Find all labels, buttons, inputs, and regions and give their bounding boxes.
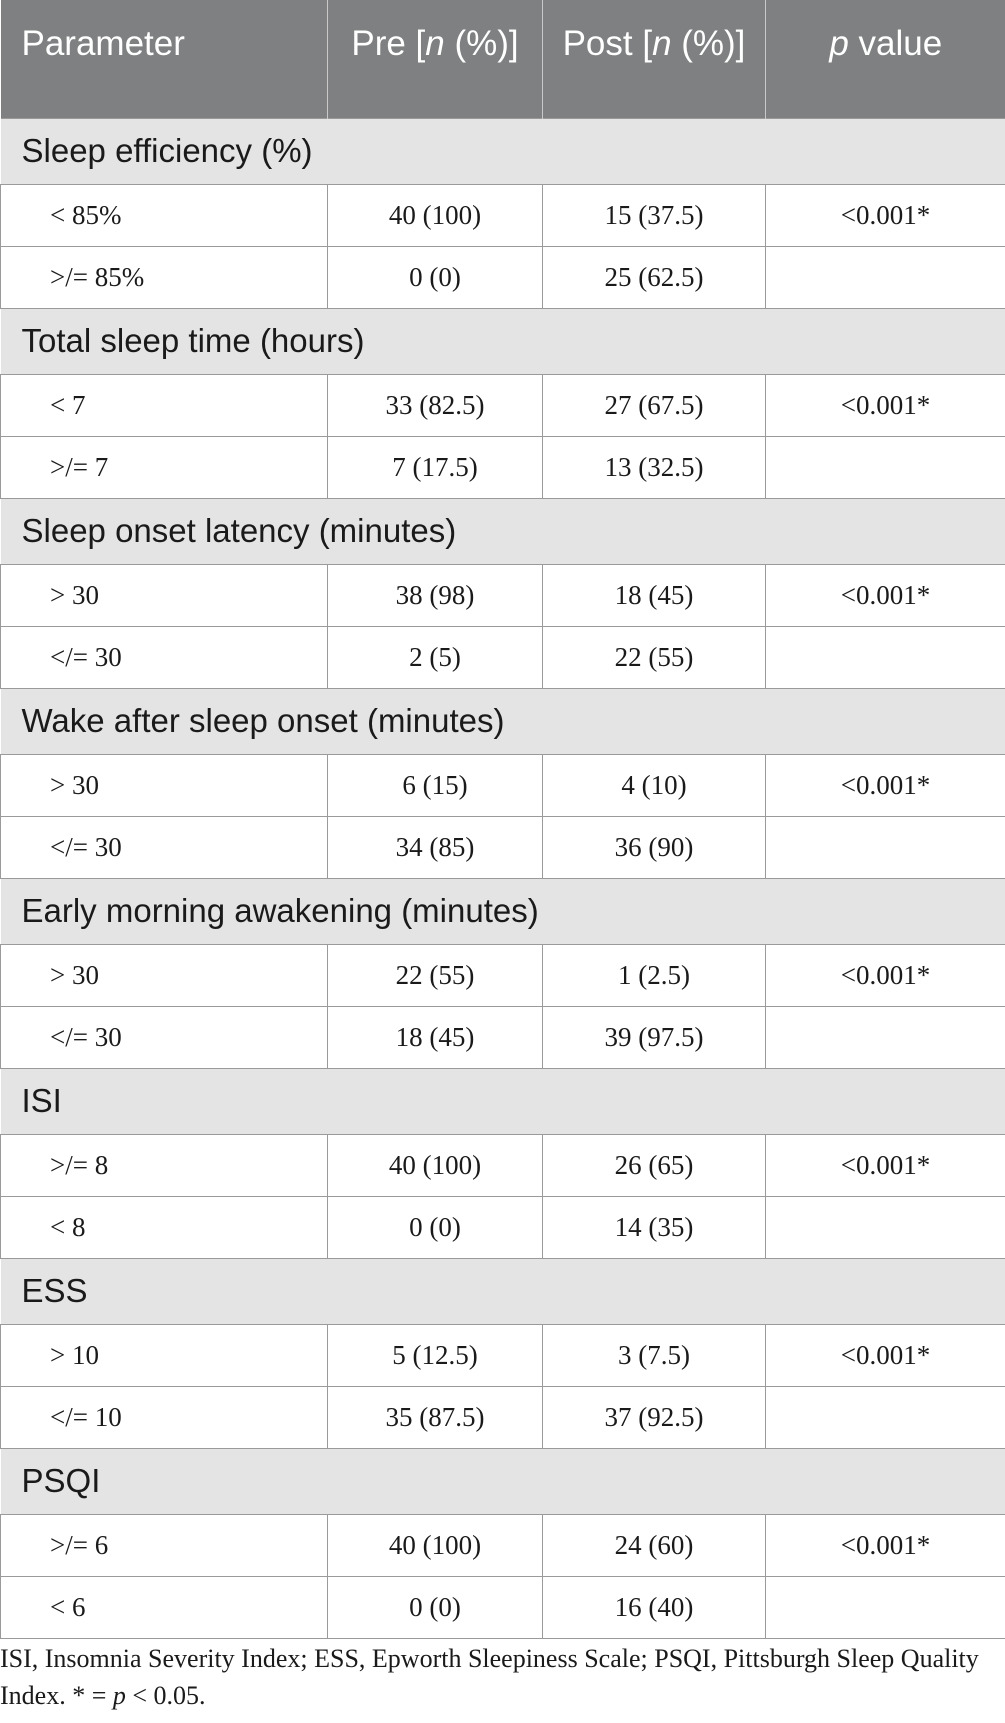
group-title: Sleep efficiency (%) <box>1 118 1005 184</box>
group-title: Wake after sleep onset (minutes) <box>1 688 1005 754</box>
p-value <box>766 1196 1005 1258</box>
group-title: ESS <box>1 1258 1005 1324</box>
post-value: 15 (37.5) <box>543 184 766 246</box>
pre-value: 6 (15) <box>328 754 543 816</box>
table-row <box>1 816 1005 878</box>
table-row <box>1 246 1005 308</box>
row-label: >/= 85% <box>1 246 328 308</box>
post-value: 22 (55) <box>543 626 766 688</box>
p-value <box>766 246 1005 308</box>
p-value <box>766 1006 1005 1068</box>
pre-value: 18 (45) <box>328 1006 543 1068</box>
row-label: >/= 7 <box>1 436 328 498</box>
p-value <box>766 1386 1005 1448</box>
table-footnote: ISI, Insomnia Severity Index; ESS, Epworth Sleepiness Scale; PSQI, Pittsburgh Sleep Quality Index. * = p < 0.05. <box>0 1644 979 1710</box>
pre-value: 0 (0) <box>328 246 543 308</box>
group-title: Total sleep time (hours) <box>1 308 1005 374</box>
pre-value: 40 (100) <box>328 1514 543 1576</box>
table-row <box>1 564 1005 626</box>
table-row <box>1 184 1005 246</box>
table-row <box>1 626 1005 688</box>
pre-value: 2 (5) <box>328 626 543 688</box>
table-row <box>1 944 1005 1006</box>
group-row <box>1 688 1005 754</box>
group-row <box>1 878 1005 944</box>
post-value: 25 (62.5) <box>543 246 766 308</box>
post-value: 36 (90) <box>543 816 766 878</box>
p-value: <0.001* <box>766 1514 1005 1576</box>
post-value: 27 (67.5) <box>543 374 766 436</box>
pre-value: 33 (82.5) <box>328 374 543 436</box>
table-row <box>1 374 1005 436</box>
header-parameter: Parameter <box>1 0 328 118</box>
header-post: Post [n (%)] <box>543 0 766 118</box>
group-title: Early morning awakening (minutes) <box>1 878 1005 944</box>
p-value: <0.001* <box>766 1134 1005 1196</box>
pre-value: 5 (12.5) <box>328 1324 543 1386</box>
post-value: 24 (60) <box>543 1514 766 1576</box>
pre-value: 40 (100) <box>328 1134 543 1196</box>
table-row <box>1 1006 1005 1068</box>
post-value: 37 (92.5) <box>543 1386 766 1448</box>
p-value: <0.001* <box>766 754 1005 816</box>
row-label: > 10 <box>1 1324 328 1386</box>
p-value: <0.001* <box>766 374 1005 436</box>
group-row <box>1 1068 1005 1134</box>
pre-value: 40 (100) <box>328 184 543 246</box>
p-value <box>766 626 1005 688</box>
table-body <box>1 118 1005 1638</box>
table-row <box>1 1324 1005 1386</box>
post-value: 18 (45) <box>543 564 766 626</box>
p-value: <0.001* <box>766 944 1005 1006</box>
table-row <box>1 436 1005 498</box>
pre-value: 38 (98) <box>328 564 543 626</box>
table-row <box>1 1134 1005 1196</box>
pre-value: 34 (85) <box>328 816 543 878</box>
row-label: </= 30 <box>1 626 328 688</box>
post-value: 16 (40) <box>543 1576 766 1638</box>
p-value: <0.001* <box>766 564 1005 626</box>
pre-value: 7 (17.5) <box>328 436 543 498</box>
table-row <box>1 754 1005 816</box>
row-label: </= 30 <box>1 816 328 878</box>
group-title: PSQI <box>1 1448 1005 1514</box>
pre-value: 0 (0) <box>328 1196 543 1258</box>
post-value: 13 (32.5) <box>543 436 766 498</box>
row-label: < 7 <box>1 374 328 436</box>
p-value <box>766 816 1005 878</box>
group-row <box>1 1258 1005 1324</box>
group-title: ISI <box>1 1068 1005 1134</box>
group-title: Sleep onset latency (minutes) <box>1 498 1005 564</box>
post-value: 3 (7.5) <box>543 1324 766 1386</box>
post-value: 1 (2.5) <box>543 944 766 1006</box>
table-row <box>1 1196 1005 1258</box>
group-row <box>1 118 1005 184</box>
row-label: > 30 <box>1 944 328 1006</box>
table-header <box>1 0 1005 118</box>
row-label: < 6 <box>1 1576 328 1638</box>
post-value: 4 (10) <box>543 754 766 816</box>
row-label: > 30 <box>1 564 328 626</box>
table-row <box>1 1386 1005 1448</box>
header-pre: Pre [n (%)] <box>328 0 543 118</box>
p-value: <0.001* <box>766 1324 1005 1386</box>
row-label: >/= 6 <box>1 1514 328 1576</box>
post-value: 14 (35) <box>543 1196 766 1258</box>
p-value <box>766 436 1005 498</box>
pre-value: 0 (0) <box>328 1576 543 1638</box>
row-label: >/= 8 <box>1 1134 328 1196</box>
row-label: < 85% <box>1 184 328 246</box>
pre-value: 22 (55) <box>328 944 543 1006</box>
post-value: 39 (97.5) <box>543 1006 766 1068</box>
pre-value: 35 (87.5) <box>328 1386 543 1448</box>
group-row <box>1 308 1005 374</box>
row-label: < 8 <box>1 1196 328 1258</box>
group-row <box>1 498 1005 564</box>
group-row <box>1 1448 1005 1514</box>
table-row <box>1 1576 1005 1638</box>
p-value: <0.001* <box>766 184 1005 246</box>
post-value: 26 (65) <box>543 1134 766 1196</box>
row-label: </= 10 <box>1 1386 328 1448</box>
header-p-value: p value <box>766 0 1005 118</box>
row-label: </= 30 <box>1 1006 328 1068</box>
row-label: > 30 <box>1 754 328 816</box>
table-row <box>1 1514 1005 1576</box>
p-value <box>766 1576 1005 1638</box>
